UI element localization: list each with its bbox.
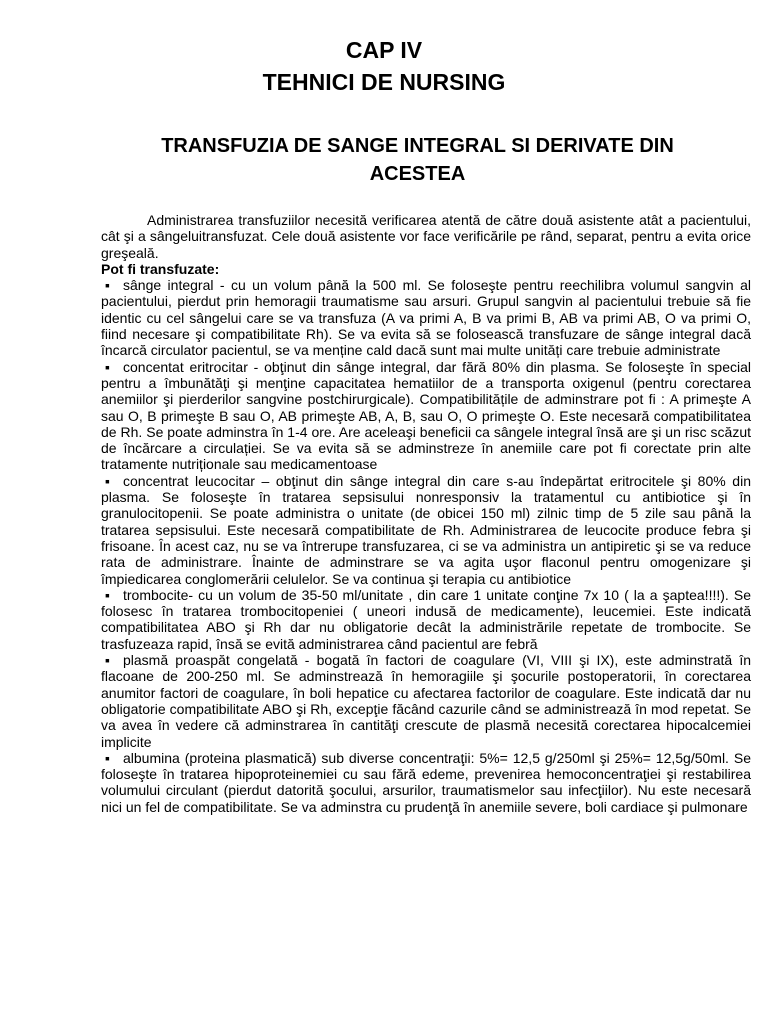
bullet-icon: ▪	[105, 652, 110, 669]
document-body	[101, 212, 751, 815]
chapter-label: CAP IV	[345, 37, 423, 63]
list-item	[101, 277, 751, 358]
list-item	[101, 652, 751, 750]
list-item-text: plasmă proaspăt congelată - bogată în factori de coagulare (VI, VIII şi IX), este adminstrată în flacoane de 200-250 ml. Se adminstrează în hemoragiile şi şocurile postoperatorii, în corectarea anumitor factori de coagulare, în boli hepatice cu afectarea factorilor de coagulare. Este indicată dar nu obligatorie compatibilitate ABO şi Rh, excepţie făcând cazurile când se administrează în mod repetat. Se va avea în vedere că adminstrarea în cantităţi crescute de plasmă necesită corectarea hipocalcemiei implicite	[101, 652, 751, 750]
chapter-heading	[0, 34, 768, 98]
bullet-icon: ▪	[105, 749, 110, 766]
list-item-text: concentrat leucocitar – obţinut din sânge integral din care s-au îndepărtat eritrocitele şi 80% din plasma. Se foloseşte în tratarea sepsisului nonresponsiv la tratamentul cu antibiotice şi în granulocitopenii. Se poate administra o unitate (de obicei 150 ml) zilnic timp de 5 zile sau până la tratarea sepsisului. Este necesară compatibilitate de Rh. Administrarea de leucocite produce febra şi frisoane. În acest caz, nu se va întrerupe transfuzarea, ci se va administra un antipiretic şi se va reduce rata de administrare. Înainte de adminstrare se va agita uşor flaconul pentru omogenizare şi împiedicarea conglomerării celulelor. Se va continua şi terapia cu antibiotice	[101, 472, 751, 587]
bullet-icon: ▪	[105, 586, 110, 603]
intro-paragraph: Administrarea transfuziilor necesită verificarea atentă de către două asistente atât a pacientului, cât şi a sângeluitransfuzat. Cele două asistente vor face verificările pe rând, separat, pentru a evita orice greşeală.	[101, 212, 751, 261]
list-heading: Pot fi transfuzate:	[101, 260, 220, 277]
bullet-icon: ▪	[105, 472, 110, 489]
list-item	[101, 587, 751, 652]
bullet-icon: ▪	[105, 277, 110, 294]
list-item-text: concentat eritrocitar - obţinut din sânge integral, dar fără 80% din plasma. Se foloseşte în special pentru a îmbunătăţi şi menţine capacitatea hematiilor de a transporta oxigenul (pentru corectarea anemiilor şi pierderilor sangvine postchirurgicale). Compatibilitățile de adminstrare pot fi : A primeşte A sau O, B primeşte B sau O, AB primeşte AB, A, B, sau O, O primeşte O. Este necesară compatibilitatea de Rh. Se poate adminstra în 1-4 ore. Are aceleaşi beneficii ca sângele integral însă are şi un risc scăzut de încărcare a circulației. Se va evita să se adminstreze în anemiile care pot fi corectate prin alte tratamente nutriționale sau medicamentoase	[101, 358, 751, 473]
chapter-title: TEHNICI DE NURSING	[262, 69, 506, 95]
list-item-text: albumina (proteina plasmatică) sub diverse concentraţii: 5%= 12,5 g/250ml şi 25%= 12,5g/50ml. Se foloseşte în tratarea hipoproteinemiei cu sau fără edeme, prevenirea hemoconcentraţiei şi restabilirea volumului circulant (pierdut datorită şocului, arsurilor, traumatismelor sau infecţiilor). Nu este necesară nici un fel de compatibilitate. Se va adminstra cu prudenţă în anemiile severe, boli cardiace şi pulmonare	[101, 749, 751, 815]
list-item	[101, 473, 751, 587]
list-item-text: trombocite- cu un volum de 35-50 ml/unitate , din care 1 unitate conţine 7x 10 ( la a şaptea!!!!). Se folosesc în tratarea trombocitopeniei ( uneori indusă de medicamente), leucemiei. Este indicată compatibilitatea ABO şi Rh dar nu obligatorie decât la administrările repetate de trombocite. Se trasfuzeaza rapid, însă se evită administrarea când pacientul are febră	[101, 586, 751, 652]
list-item	[101, 750, 751, 815]
list-item	[101, 359, 751, 473]
section-title: TRANSFUZIA DE SANGE INTEGRAL SI DERIVATE DIN ACESTEA	[161, 135, 674, 185]
list-item-text: sânge integral - cu un volum până la 500 ml. Se foloseşte pentru reechilibra volumul sangvin al pacientului, pierdut prin hemoragii traumatisme sau arsuri. Grupul sangvin al pacientului trebuie să fie identic cu cel sângelui care se va transfuza (A va primi A, B va primi B, AB va primi AB, O va primi O, fiind necesare şi compatibilitate Rh). Se va evita să se folosească transfuzare de sânge integral dacă încarcă circulator pacientul, se va menține cald dacă sunt mai multe unități care trebuie administrate	[101, 277, 751, 359]
bullet-icon: ▪	[105, 358, 110, 375]
